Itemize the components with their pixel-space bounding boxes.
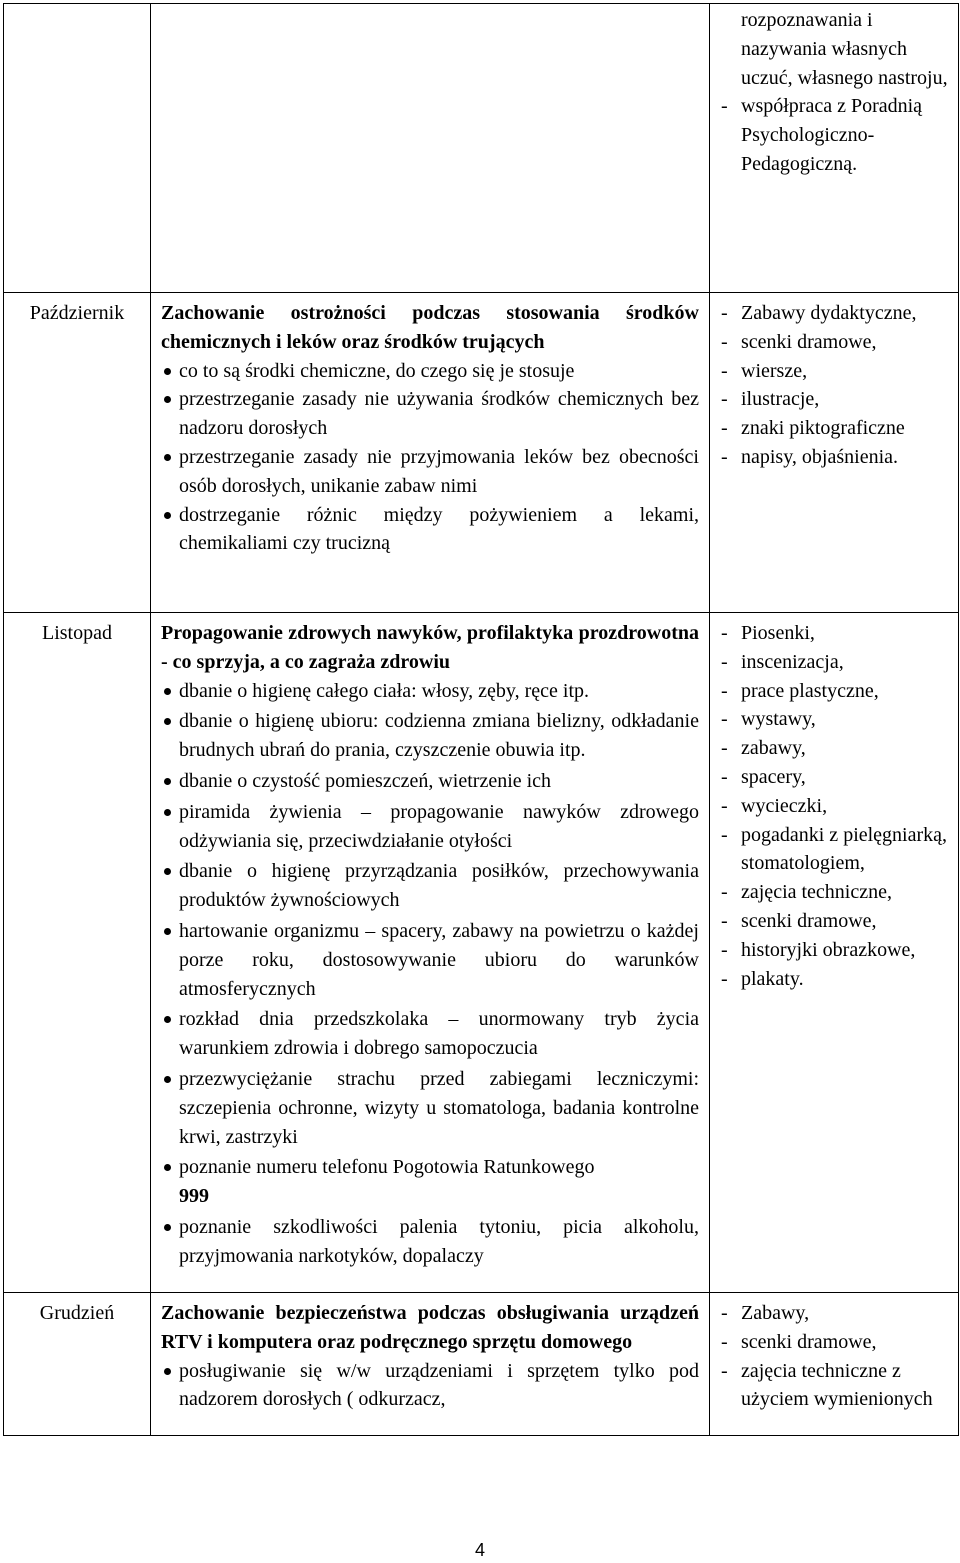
list-item: - wycieczki,	[718, 792, 952, 821]
plan-table	[3, 3, 959, 1436]
list-item: - zajęcia techniczne z użyciem wymienionych	[718, 1357, 952, 1415]
content-cell	[151, 613, 710, 1293]
list-item: - Zabawy,	[718, 1299, 952, 1328]
list-item: - scenki dramowe,	[718, 1328, 952, 1357]
content-cell	[151, 4, 710, 293]
list-item: przezwyciężanie strachu przed zabiegami leczniczymi: szczepienia ochronne, wizyty u stomatologa, badania kontrolne krwi, zastrzyki	[161, 1065, 699, 1151]
list-item: piramida żywienia – propagowanie nawyków zdrowego odżywiania się, przeciwdziałanie otyłości	[161, 798, 699, 856]
topic-title: Propagowanie zdrowych nawyków, profilaktyka prozdrowotna - co sprzyja, a co zagraża zdrowiu	[161, 622, 699, 673]
table-row	[4, 4, 959, 293]
list-item-text: poznanie numeru telefonu Pogotowia Ratunkowego	[179, 1156, 595, 1179]
list-item: - zajęcia techniczne,	[718, 878, 952, 907]
list-item: - ilustracje,	[718, 385, 952, 414]
month-cell	[4, 4, 151, 293]
list-item: przestrzeganie zasady nie używania środków chemicznych bez nadzoru dorosłych	[161, 385, 699, 443]
methods-continuation: rozpoznawania i nazywania własnych uczuć, własnego nastroju,	[741, 9, 948, 89]
list-item: - pogadanki z pielęgniarką, stomatologiem,	[718, 821, 952, 879]
list-item: - plakaty.	[718, 965, 952, 994]
topic-list	[161, 1357, 699, 1415]
page-number: 4	[474, 1540, 485, 1560]
list-item: - wystawy,	[718, 705, 952, 734]
methods-cell	[710, 4, 959, 293]
list-item: posługiwanie się w/w urządzeniami i sprzętem tylko pod nadzorem dorosłych ( odkurzacz,	[161, 1357, 699, 1415]
list-item: - znaki piktograficzne	[718, 414, 952, 443]
list-item: - spacery,	[718, 763, 952, 792]
list-item: - wiersze,	[718, 357, 952, 386]
table-row	[4, 613, 959, 1293]
list-item: - współpraca z Poradnią Psychologiczno-Pedagogiczną.	[718, 92, 952, 178]
list-item: hartowanie organizmu – spacery, zabawy na powietrzu o każdej porze roku, dostosowywanie ubioru do warunków atmosferycznych	[161, 917, 699, 1003]
list-item: - prace plastyczne,	[718, 677, 952, 706]
list-item: dbanie o higienę ubioru: codzienna zmiana bielizny, odkładanie brudnych ubrań do prania, czyszczenie obuwia itp.	[161, 707, 699, 765]
topic-list	[161, 357, 699, 559]
table-row	[4, 293, 959, 613]
list-item: - inscenizacja,	[718, 648, 952, 677]
list-item: poznanie szkodliwości palenia tytoniu, picia alkoholu, przyjmowania narkotyków, dopalaczy	[161, 1213, 699, 1271]
month-cell: Grudzień	[4, 1293, 151, 1436]
content-cell	[151, 1293, 710, 1436]
topic-title: Zachowanie bezpieczeństwa podczas obsługiwania urządzeń RTV i komputera oraz podręcznego sprzętu domowego	[161, 1302, 699, 1353]
month-cell: Październik	[4, 293, 151, 613]
list-item	[161, 1153, 699, 1211]
topic-title: Zachowanie ostrożności podczas stosowania środków chemicznych i leków oraz środków trujących	[161, 302, 699, 353]
list-item: rozkład dnia przedszkolaka – unormowany tryb życia warunkiem zdrowia i dobrego samopoczucia	[161, 1005, 699, 1063]
topic-list	[161, 677, 699, 1271]
methods-list	[718, 92, 952, 178]
methods-list	[718, 299, 952, 472]
list-item: dbanie o higienę całego ciała: włosy, zęby, ręce itp.	[161, 677, 699, 706]
methods-list	[718, 1299, 952, 1414]
list-item: - napisy, objaśnienia.	[718, 443, 952, 472]
emergency-number: 999	[179, 1185, 209, 1208]
list-item: - scenki dramowe,	[718, 907, 952, 936]
content-cell	[151, 293, 710, 613]
list-item: - scenki dramowe,	[718, 328, 952, 357]
list-item: - historyjki obrazkowe,	[718, 936, 952, 965]
list-item: dbanie o czystość pomieszczeń, wietrzenie ich	[161, 767, 699, 796]
list-item: - Piosenki,	[718, 619, 952, 648]
page	[3, 3, 958, 1436]
month-cell: Listopad	[4, 613, 151, 1293]
methods-list	[718, 619, 952, 993]
methods-cell	[710, 1293, 959, 1436]
list-item: - Zabawy dydaktyczne,	[718, 299, 952, 328]
table-row	[4, 1293, 959, 1436]
methods-cell	[710, 613, 959, 1293]
methods-cell	[710, 293, 959, 613]
list-item: dbanie o higienę przyrządzania posiłków, przechowywania produktów żywnościowych	[161, 857, 699, 915]
list-item: dostrzeganie różnic między pożywieniem a lekami, chemikaliami czy trucizną	[161, 501, 699, 559]
list-item: przestrzeganie zasady nie przyjmowania leków bez obecności osób dorosłych, unikanie zabaw nimi	[161, 443, 699, 501]
list-item: co to są środki chemiczne, do czego się je stosuje	[161, 357, 699, 386]
list-item: - zabawy,	[718, 734, 952, 763]
